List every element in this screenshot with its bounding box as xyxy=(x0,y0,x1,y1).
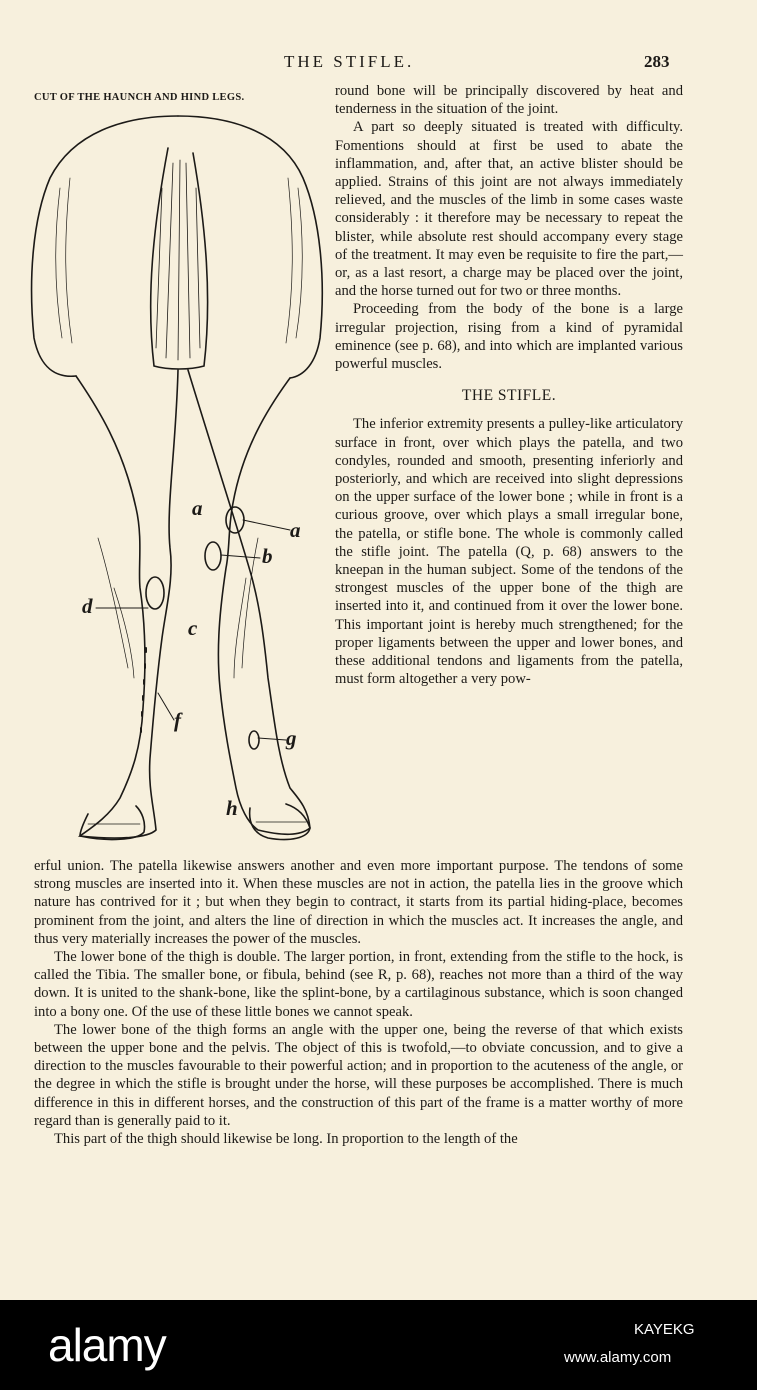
fig-label-g: g xyxy=(286,726,297,750)
fig-label-d: d xyxy=(82,594,93,618)
paragraph: round bone will be principally discovered by heat and tenderness in the situation of the joint. xyxy=(335,83,683,118)
fig-label-h: h xyxy=(226,796,238,820)
left-hoof xyxy=(80,806,145,839)
figure-caption: CUT OF THE HAUNCH AND HIND LEGS. xyxy=(34,92,245,103)
paragraph: A part so deeply situated is treated with difficulty. Fomentions should at first be used to abate the inflammation, and, after that, an active blister should be applied. Strains of this joint are not always immediately relieved, and the muscles of the limb in some cases waste considerably : it therefore may be necessary to repeat the blister, while absolute rest should accompany every stage of the treatment. It may even be requisite to fire the part,—or, as a last resort, a charge may be placed over the joint, and the horse turned out for two or three months. xyxy=(335,119,683,300)
fig-label-a-left: a xyxy=(192,496,203,520)
fig-label-f: f xyxy=(174,708,181,732)
running-head xyxy=(0,52,757,76)
paragraph: The lower bone of the thigh is double. The larger portion, in front, extending from the stifle to the hock, is called the Tibia. The smaller bone, or fibula, behind (see R, p. 68), reaches not more than a third of the way down. It is united to the shank-bone, like the splint-bone, by a cartilaginous substance, which is soon changed into a bony one. Of the use of these little bones we cannot speak. xyxy=(34,949,683,1020)
right-text-column xyxy=(335,82,683,689)
right-leg-outline xyxy=(188,370,310,834)
paragraph: Proceeding from the body of the bone is a large irregular projection, rising from a kind of pyramidal eminence (see p. 68), and into which are implanted various powerful muscles. xyxy=(335,301,683,373)
paragraph: The inferior extremity presents a pulley-like articulatory surface in front, over which plays the patella, and two condyles, rounded and smooth, presenting inferiorly and posteriorly, and which are received into slight depressions on the upper surface of the lower bone ; while in front is a curious groove, over which plays a small irregular bone, the patella, or stifle bone. The whole is commonly called the stifle joint. The patella (Q, p. 68) answers to the kneepan in the human subject. Some of the tendons of the strongest muscles of the upper bone of the thigh are inserted into it, and continued from it over the lower bone. This important joint is hereby much strengthened; for the proper ligaments between the upper and lower bones, and these additional tendons and ligaments from the patella, must form altogether a very pow- xyxy=(335,416,683,688)
pointer-g xyxy=(258,738,286,740)
fig-label-c: c xyxy=(188,616,198,640)
watermark-url: www.alamy.com xyxy=(564,1349,672,1366)
full-width-text xyxy=(34,857,683,1148)
paragraph: erful union. The patella likewise answers another and even more important purpose. The tendons of some strong muscles are inserted into it. When these muscles are not in action, the patella lies in the groove which nature has contrived for it ; but when they begin to contract, it starts from its partial hiding-place, becomes prominent from the joint, and alters the line of direction in which the muscles act. It increases the angle, and thus very materially increases the power of the muscles. xyxy=(34,858,683,947)
running-title: THE STIFLE. xyxy=(284,52,415,71)
fig-label-a-right: a xyxy=(290,518,301,542)
pointer-a xyxy=(243,520,290,530)
right-stifle xyxy=(205,542,221,570)
pointer-f xyxy=(158,693,174,720)
left-hock xyxy=(146,577,164,609)
alamy-logo: alamy xyxy=(48,1319,166,1371)
fig-label-b: b xyxy=(262,544,273,568)
paragraph: The lower bone of the thigh forms an angle with the upper one, being the reverse of that which exists between the upper bone and the pelvis. The object of this is twofold,—to obviate concussion, and to give a direction to the muscles favourable to their powerful action; and in proportion to the acuteness of the angle, or the degree in which the stifle is brought under the horse, will these purposes be accomplished. There is much difference in this in different horses, and the construction of this part of the frame is a matter worthy of more regard than is generally paid to it. xyxy=(34,1021,683,1129)
image-id: KAYEKG xyxy=(634,1321,695,1338)
hind-legs-illustration xyxy=(28,108,333,853)
page-number: 283 xyxy=(644,52,670,71)
paragraph: This part of the thigh should likewise be long. In proportion to the length of the xyxy=(54,1131,518,1148)
section-heading: THE STIFLE. xyxy=(461,387,557,405)
